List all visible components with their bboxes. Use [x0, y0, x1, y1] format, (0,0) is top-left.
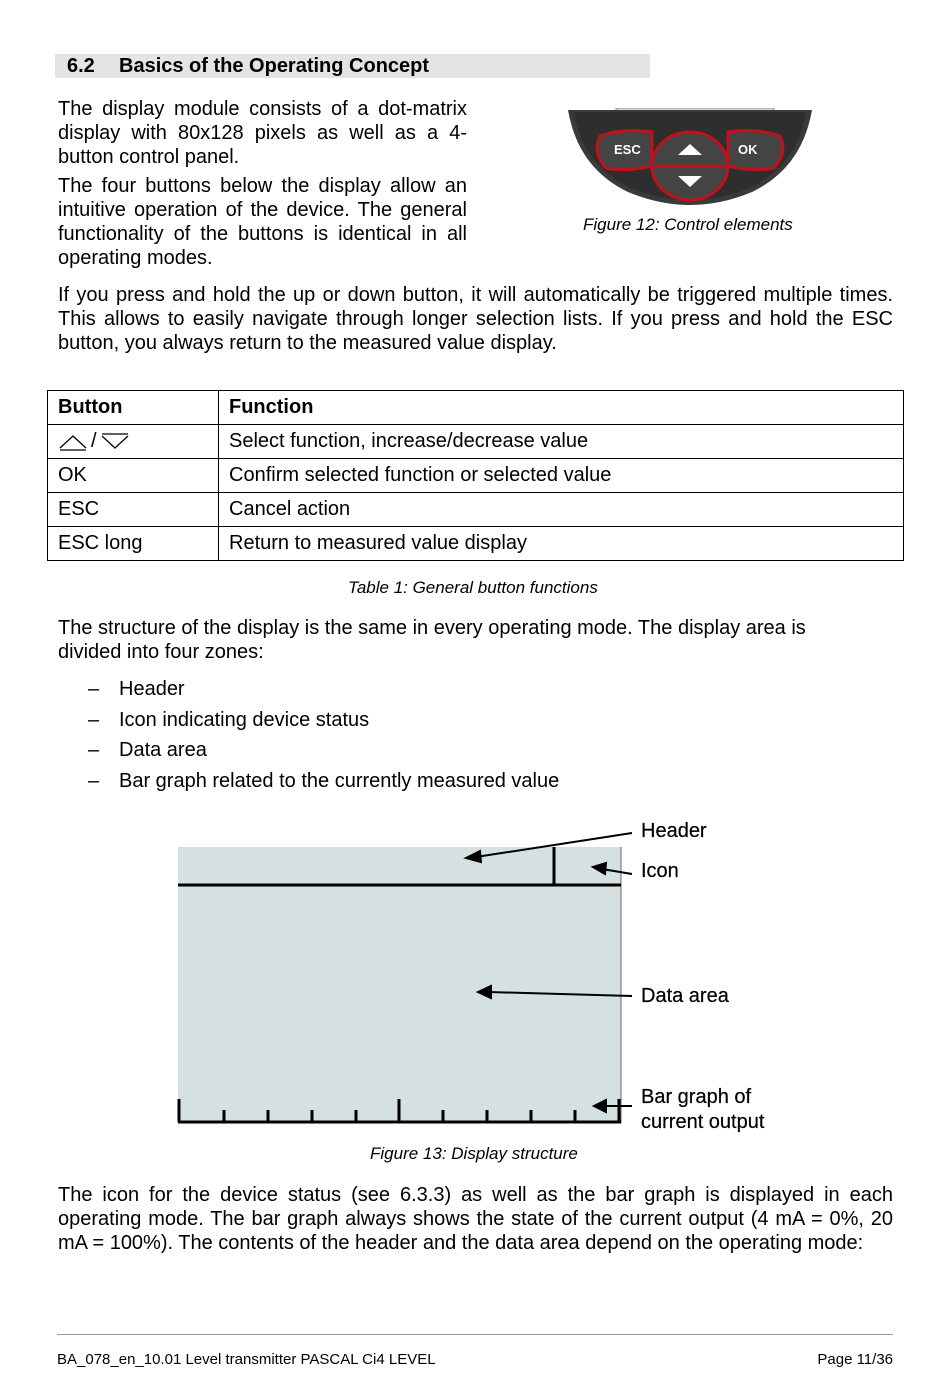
- table-cell-function: Select function, increase/decrease value: [219, 425, 904, 459]
- section-number: 6.2: [67, 55, 95, 77]
- icon-label: Icon: [641, 860, 679, 882]
- table-cell-function: Return to measured value display: [219, 527, 904, 561]
- table-cell-function: Cancel action: [219, 493, 904, 527]
- table-row: [48, 459, 904, 493]
- bullet-dash: –: [88, 678, 100, 700]
- section-title: Basics of the Operating Concept: [119, 55, 430, 77]
- bullet-dash: –: [88, 708, 100, 731]
- list-item-text: Bar graph related to the currently measured value: [119, 769, 560, 792]
- header-label: Header: [641, 820, 707, 842]
- table1-caption: Table 1: General button functions: [348, 578, 598, 597]
- esc-button-label: ESC: [614, 142, 641, 157]
- table-header-function: Function: [219, 391, 904, 425]
- bar-graph-label-line2: current output: [641, 1111, 765, 1133]
- bullet-dash: –: [88, 769, 100, 792]
- slash-separator: /: [91, 430, 97, 453]
- list-item-text: Data area: [119, 739, 207, 761]
- bullet-dash: –: [88, 739, 100, 761]
- structure-paragraph: The structure of the display is the same in every operating mode. The display area is divided into four zones:: [58, 617, 806, 663]
- table-cell-button: ESC long: [48, 527, 219, 561]
- table-cell-function: Confirm selected function or selected value: [219, 459, 904, 493]
- icon-note-paragraph: The icon for the device status (see 6.3.3) as well as the bar graph is displayed in each operating mode. The bar graph always shows the state of the current output (4 mA = 0%, 20 mA = 100%). The contents of the header and the data area depend on the operating mode:: [58, 1184, 893, 1254]
- table-cell-button: ESC: [48, 493, 219, 527]
- footer-document-id: BA_078_en_10.01 Level transmitter PASCAL Ci4 LEVEL: [57, 1351, 436, 1368]
- figure12-caption: Figure 12: Control elements: [583, 215, 793, 234]
- figure13-caption: Figure 13: Display structure: [370, 1144, 578, 1163]
- up-triangle-icon: [58, 433, 88, 451]
- table-row: [48, 493, 904, 527]
- intro-paragraph: The display module consists of a dot-matrix display with 80x128 pixels as well as a 4-button control panel.: [58, 98, 467, 168]
- footer-divider: [57, 1334, 893, 1335]
- hold-paragraph: If you press and hold the up or down button, it will automatically be triggered multiple times. This allows to easily navigate through longer selection lists. If you press and hold the ESC button, you always return to the measured value display.: [58, 284, 893, 354]
- bar-graph-label-line1: Bar graph of: [641, 1086, 752, 1108]
- list-item-text: Icon indicating device status: [119, 708, 370, 731]
- table-row: [48, 425, 904, 459]
- table-cell-button: OK: [48, 459, 219, 493]
- footer-page-number: Page 11/36: [817, 1351, 893, 1368]
- table-cell-button: [48, 425, 219, 459]
- list-item-text: Header: [119, 678, 185, 700]
- table-row: [48, 527, 904, 561]
- button-function-table: [47, 390, 904, 561]
- table-header-row: [48, 391, 904, 425]
- data-area-label: Data area: [641, 985, 729, 1007]
- table-header-button: Button: [48, 391, 219, 425]
- ok-button-label: OK: [738, 142, 758, 157]
- buttons-paragraph: The four buttons below the display allow an intuitive operation of the device. The general functionality of the buttons is identical in all operating modes.: [58, 175, 467, 269]
- display-screen: [178, 847, 621, 1123]
- down-triangle-icon: [100, 433, 130, 451]
- control-panel-image: [566, 108, 814, 208]
